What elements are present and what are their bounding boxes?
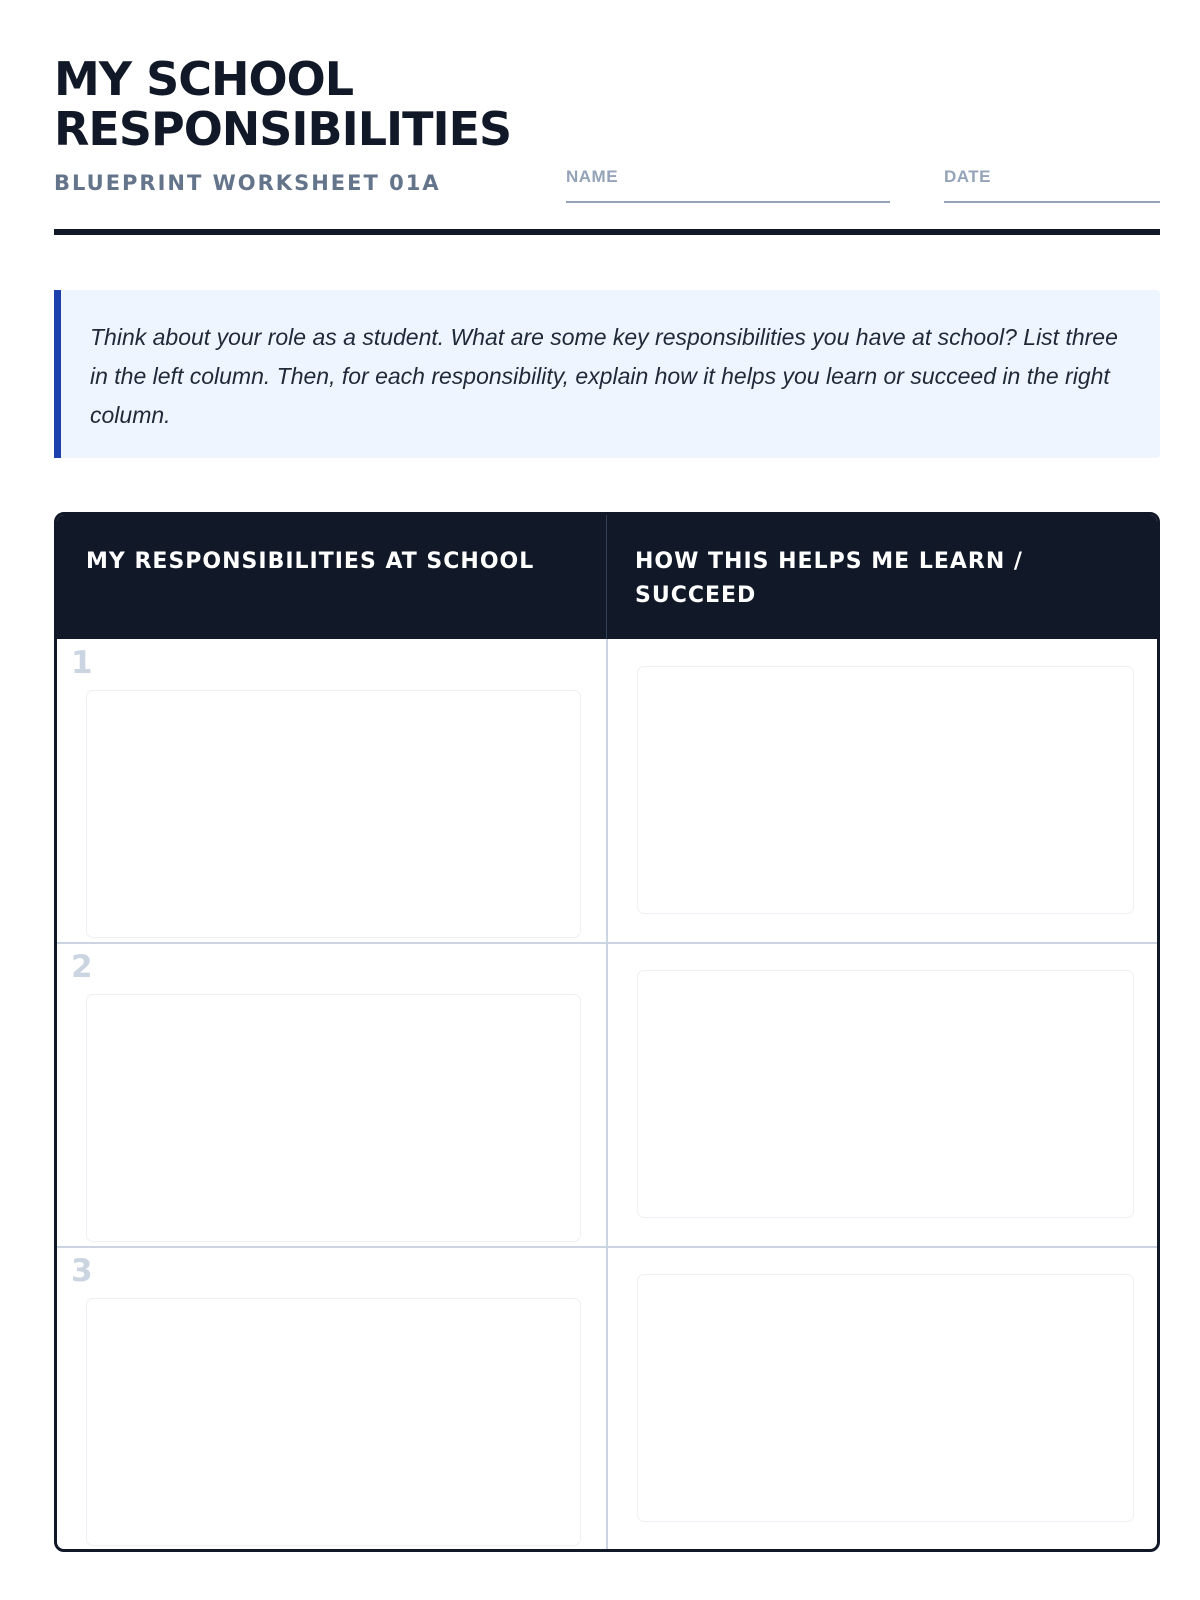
header-column-divider [606,515,607,639]
row-divider-2 [57,1246,1157,1248]
name-label: NAME [566,167,619,186]
column-header-benefits: HOW THIS HELPS ME LEARN / SUCCEED [635,549,1023,608]
header-divider [54,229,1160,235]
page-title [54,54,511,154]
responsibilities-table [54,512,1160,1552]
date-label: DATE [944,167,992,186]
benefit-input-2[interactable] [637,970,1134,1218]
benefit-input-3[interactable] [637,1274,1134,1522]
row-number-2: 2 [71,949,93,985]
column-divider [606,639,608,1552]
row-number-3: 3 [71,1253,93,1289]
date-field[interactable] [944,167,1160,203]
responsibility-input-1[interactable] [86,690,581,938]
responsibility-input-2[interactable] [86,994,581,1242]
instructions-text: Think about your role as a student. What are some key responsibilities you have at school? List three in the left column. Then, for each responsibility, explain how it helps you learn or succeed in the right column. [90,324,1118,428]
worksheet-subtitle: BLUEPRINT WORKSHEET 01A [54,171,441,195]
name-field[interactable] [566,167,890,203]
instructions-box [54,290,1160,458]
column-header-responsibilities: MY RESPONSIBILITIES AT SCHOOL [86,549,535,574]
title-line-2: RESPONSIBILITIES [54,102,512,156]
row-number-1: 1 [71,645,93,681]
benefit-input-1[interactable] [637,666,1134,914]
responsibility-input-3[interactable] [86,1298,581,1546]
table-header [57,515,1157,639]
title-line-1: MY SCHOOL [54,52,354,106]
row-divider-1 [57,942,1157,944]
